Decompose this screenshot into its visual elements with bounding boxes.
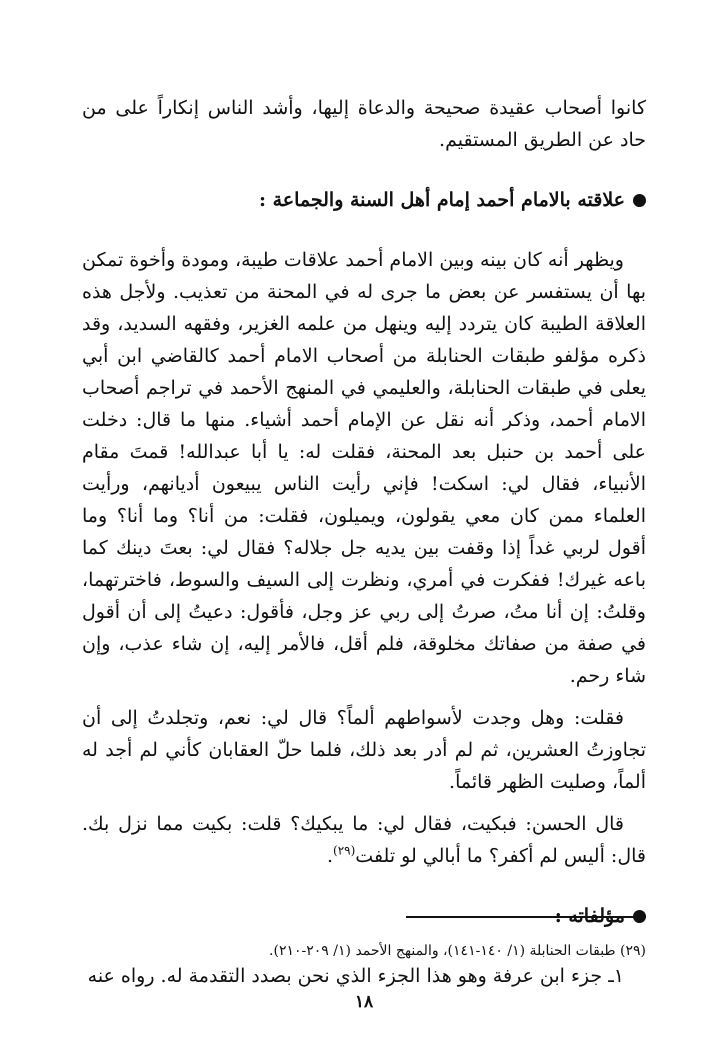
paragraph-intro: كانوا أصحاب عقيدة صحيحة والدعاة إليها، وأشد الناس إنكاراً على من حاد عن الطريق المستقيم. bbox=[82, 97, 646, 151]
paragraph-works-item-1: ١ـ جزء ابن عرفة وهو هذا الجزء الذي نحن بصدد التقدمة له. رواه عنه bbox=[87, 965, 624, 987]
section-heading-relationship-text: علاقته بالامام أحمد إمام أهل السنة والجماعة : bbox=[258, 189, 625, 211]
paragraph-hasan-end: . bbox=[326, 845, 334, 867]
bullet-icon bbox=[633, 194, 646, 207]
footnote: (٢٩) طبقات الحنابلة (١/ ١٤٠-١٤١)، والمنهج الأحمد (١/ ٢٠٩-٢١٠). bbox=[269, 943, 646, 959]
section-heading-relationship bbox=[82, 184, 646, 216]
section-heading-works-text: مؤلفاته : bbox=[554, 905, 625, 927]
page-body bbox=[82, 92, 646, 992]
page-number: ١٨ bbox=[354, 992, 374, 1012]
footnote-reference[interactable]: (٢٩) bbox=[333, 843, 356, 858]
footnote-divider bbox=[406, 916, 646, 918]
paragraph-whipping: فقلت: وهل وجدت لأسواطهم ألماً؟ قال لي: نعم، وتجلدتُ إلى أن تجاوزتُ العشرين، ثم لم أدر بعد ذلك، فلما حلّ العقابان كأني لم أجد له ألماً، وصليت الظهر قائماً. bbox=[82, 707, 646, 793]
paragraph-hasan bbox=[82, 808, 646, 872]
paragraph-relationship: ويظهر أنه كان بينه وبين الامام أحمد علاقات طيبة، ومودة وأخوة تمكن بها أن يستفسر عن بعض ما جرى له في المحنة من تعذيب. ولأجل هذه العلاقة الطيبة كان يتردد إليه وينهل من علمه الغزير، وفقهه السديد، وقد ذكره مؤلفو طبقات الحنابلة من أصحاب الامام أحمد كالقاضي ابن أبي يعلى في طبقات الحنابلة، والعليمي في المنهج الأحمد في تراجم أصحاب الامام أحمد، وذكر أنه نقل عن الإمام أحمد أشياء. منها ما قال: دخلت على أحمد بن حنبل بعد المحنة، فقلت له: يا أبا عبدالله! قمتَ مقام الأنبياء، فقال لي: اسكت! فإني رأيت الناس يبيعون أديانهم، ورأيت العلماء ممن كان معي يقولون، ويميلون، فقلت: من أنا؟ وما أنا؟ وما أقول لربي غداً إذا وقفت بين يديه جل جلاله؟ فقال لي: بعتَ دينك كما باعه غيرك! ففكرت في أمري، ونظرت إلى السيف والسوط، فاخترتهما، وقلتُ: إن أنا متُ، صرتُ إلى ربي عز وجل، فأقول: دعيتُ إلى أن أقول في صفة من صفاتك مخلوقة، فلم أقل، فالأمر إليه، إن شاء عذب، وإن شاء رحم. bbox=[82, 249, 646, 687]
paragraph-hasan-text: قال الحسن: فبكيت، فقال لي: ما يبكيك؟ قلت: بكيت مما نزل بك. قال: أليس لم أكفر؟ ما أبالي لو تلفت bbox=[82, 813, 646, 867]
